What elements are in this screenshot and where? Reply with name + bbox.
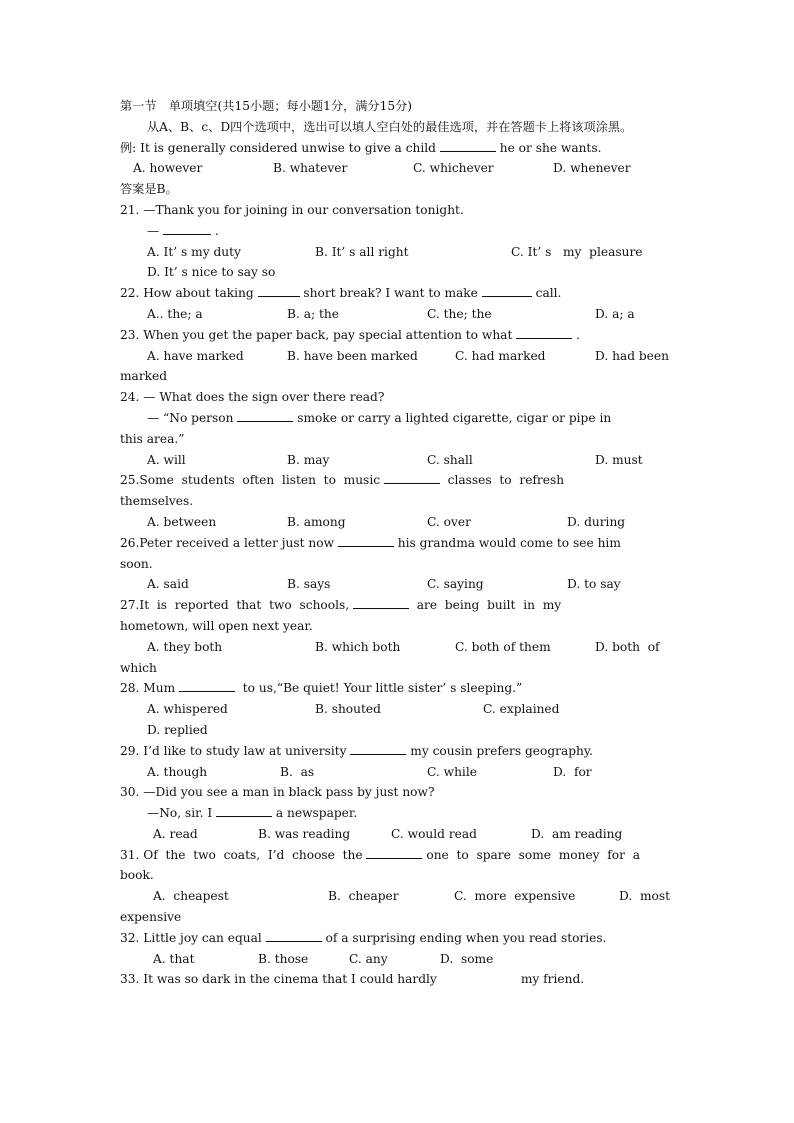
option: B. a; the xyxy=(287,306,339,321)
question-stem: 26.Peter received a letter just now his grandma would come to see him xyxy=(120,535,621,550)
option: B. among xyxy=(287,514,346,529)
question-options xyxy=(120,512,676,533)
answer-blank xyxy=(258,284,300,297)
option: C. would read xyxy=(391,826,477,841)
answer-blank xyxy=(237,409,293,422)
answer-blank xyxy=(266,929,322,942)
option: A. read xyxy=(153,826,198,841)
section-title: 第一节 单项填空(共15小题；每小题1分，满分15分) xyxy=(120,99,413,113)
option: B. whatever xyxy=(273,161,348,176)
question-stem: 24. — What does the sign over there read? xyxy=(120,390,385,405)
option: B. have been marked xyxy=(287,348,418,363)
question-options xyxy=(120,304,676,325)
question-stem: soon. xyxy=(120,556,153,571)
question-options xyxy=(120,346,676,367)
option: C. whichever xyxy=(413,161,494,176)
question-options xyxy=(120,762,676,783)
option: C. over xyxy=(427,514,471,529)
option: A. that xyxy=(153,951,195,966)
question-stem: themselves. xyxy=(120,494,194,509)
option: C. more expensive xyxy=(454,889,576,904)
question-stem: 22. How about taking short break? I want to make call. xyxy=(120,286,562,301)
option: D. during xyxy=(567,514,626,529)
question-stem: 31. Of the two coats, I’d choose the one to spare some money for a xyxy=(120,847,640,862)
option: A.. the; a xyxy=(147,306,203,321)
question-options xyxy=(120,450,676,471)
option: B. which both xyxy=(315,639,401,654)
option: B. shouted xyxy=(315,702,381,717)
option: A. It’ s my duty xyxy=(147,244,241,259)
question-stem: 30. —Did you see a man in black pass by just now? xyxy=(120,785,435,800)
question-stem: 25.Some students often listen to music classes to refresh xyxy=(120,473,565,488)
option: D. replied xyxy=(147,722,208,737)
question-stem: hometown, will open next year. xyxy=(120,618,313,633)
question-stem: 33. It was so dark in the cinema that I could hardly my friend. xyxy=(120,972,585,987)
option: B. as xyxy=(280,764,315,779)
option: D. some xyxy=(440,951,494,966)
answer-blank xyxy=(482,284,532,297)
option: D. had been xyxy=(595,348,669,363)
option-wrap: which xyxy=(120,660,157,675)
option: C. had marked xyxy=(455,348,546,363)
question-stem: 32. Little joy can equal of a surprising ending when you read stories. xyxy=(120,930,607,945)
option: D. a; a xyxy=(595,306,635,321)
option: D. must xyxy=(595,452,643,467)
question-stem: 28. Mum to us,“Be quiet! Your little sister’ s sleeping.” xyxy=(120,681,523,696)
option: D. am reading xyxy=(531,826,623,841)
question-stem: 21. —Thank you for joining in our conversation tonight. xyxy=(120,202,464,217)
answer-blank xyxy=(179,679,235,692)
question-stem: book. xyxy=(120,868,154,883)
answer-blank xyxy=(350,742,406,755)
option: A. between xyxy=(147,514,217,529)
option: B. It’ s all right xyxy=(315,244,409,259)
answer-blank xyxy=(440,139,496,152)
example-answer: 答案是B。 xyxy=(120,182,178,197)
option: A. will xyxy=(147,452,186,467)
question-options xyxy=(120,699,676,720)
exam-page xyxy=(120,96,676,990)
section-instruction: 从A、B、c、D四个选项中，选出可以填人空白处的最佳选项，并在答题卡上将该项涂黑。 xyxy=(147,119,633,134)
question-stem: —No, sir. I a newspaper. xyxy=(147,806,358,821)
option: A. said xyxy=(147,577,189,592)
question-stem: 27.It is reported that two schools, are being built in my xyxy=(120,598,562,613)
option: A. cheapest xyxy=(153,889,229,904)
option: D. both of xyxy=(595,639,660,654)
option: B. was reading xyxy=(258,826,351,841)
answer-blank xyxy=(384,471,440,484)
question-options xyxy=(120,574,676,595)
option: A. they both xyxy=(147,639,223,654)
option: B. says xyxy=(287,577,331,592)
answer-blank xyxy=(516,326,572,339)
question-stem: 23. When you get the paper back, pay special attention to what . xyxy=(120,327,580,342)
example-stem: 例: It is generally considered unwise to give a child he or she wants. xyxy=(120,140,602,155)
question-options xyxy=(120,637,676,658)
option: B. may xyxy=(287,452,330,467)
option: C. shall xyxy=(427,452,473,467)
option: C. It’ s my pleasure xyxy=(511,244,643,259)
question-stem: this area.” xyxy=(120,431,185,446)
question-stem: — . xyxy=(147,223,219,238)
option: B. those xyxy=(258,951,309,966)
question-stem: 29. I’d like to study law at university my cousin prefers geography. xyxy=(120,743,594,758)
option-wrap: expensive xyxy=(120,910,182,925)
option: A. however xyxy=(133,161,203,176)
option: D. whenever xyxy=(553,161,631,176)
question-options xyxy=(120,824,676,845)
question-options xyxy=(120,949,676,970)
example-options xyxy=(120,158,676,179)
option: D. for xyxy=(553,764,592,779)
option: C. both of them xyxy=(455,639,551,654)
option: D. It’ s nice to say so xyxy=(147,265,276,280)
option: A. whispered xyxy=(147,702,228,717)
option: A. though xyxy=(147,764,208,779)
option-wrap: marked xyxy=(120,369,168,384)
option: D. to say xyxy=(567,577,621,592)
option: D. most xyxy=(619,889,671,904)
option: C. saying xyxy=(427,577,484,592)
question-options xyxy=(120,886,676,907)
answer-blank xyxy=(338,534,394,547)
option: C. while xyxy=(427,764,477,779)
question-options xyxy=(120,242,676,263)
question-stem: — “No person smoke or carry a lighted cigarette, cigar or pipe in xyxy=(147,410,612,425)
answer-blank xyxy=(163,222,211,235)
option: C. the; the xyxy=(427,306,492,321)
answer-blank xyxy=(353,596,409,609)
option: C. any xyxy=(349,951,388,966)
option: A. have marked xyxy=(147,348,244,363)
option: B. cheaper xyxy=(328,889,399,904)
option: C. explained xyxy=(483,702,560,717)
answer-blank xyxy=(366,846,422,859)
example-label: 例: xyxy=(120,140,137,155)
answer-blank xyxy=(216,804,272,817)
